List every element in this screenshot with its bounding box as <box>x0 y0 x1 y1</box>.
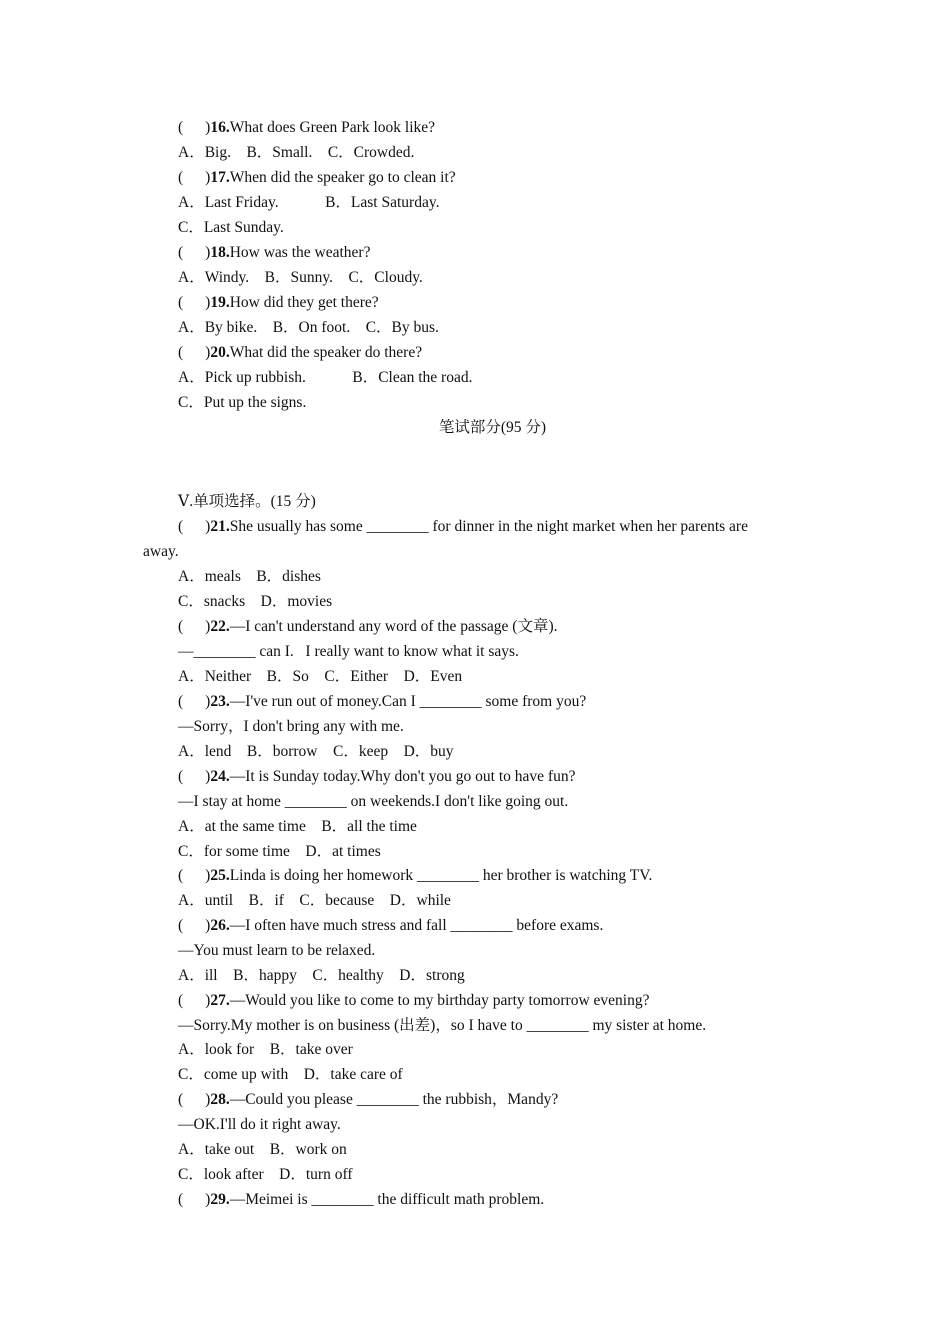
question-22-reply: —________ can I. I really want to know what it says. <box>178 643 519 660</box>
question-29: ( )29.—Meimei is ________ the difficult math problem. <box>178 1191 545 1208</box>
options-26: A．ill B．happy C．healthy D．strong <box>178 967 465 984</box>
written-part-heading: 笔试部分(95 分) <box>438 419 547 436</box>
section-5-heading: Ⅴ.单项选择。(15 分) <box>178 493 316 510</box>
question-26-reply: —You must learn to be relaxed. <box>178 942 376 959</box>
question-23-reply: —Sorry，I don't bring any with me. <box>178 718 404 735</box>
options-18: A．Windy. B．Sunny. C．Cloudy. <box>178 269 423 286</box>
options-21-ab: A．meals B．dishes <box>178 568 321 585</box>
options-23: A．lend B．borrow C．keep D．buy <box>178 743 454 760</box>
question-28: ( )28.—Could you please ________ the rubbish，Mandy? <box>178 1091 559 1108</box>
options-16: A．Big. B．Small. C．Crowded. <box>178 144 415 161</box>
options-25: A．until B．if C．because D．while <box>178 892 451 909</box>
options-21-cd: C．snacks D．movies <box>178 593 333 610</box>
options-27-ab: A．look for B．take over <box>178 1041 353 1058</box>
question-18: ( )18.How was the weather? <box>178 244 371 261</box>
options-20-ab: A．Pick up rubbish. B．Clean the road. <box>178 369 473 386</box>
question-21: ( )21.She usually has some ________ for dinner in the night market when her parents are <box>178 518 748 535</box>
options-17-c: C．Last Sunday. <box>178 219 284 236</box>
options-19: A．By bike. B．On foot. C．By bus. <box>178 319 439 336</box>
question-24: ( )24.—It is Sunday today.Why don't you go out to have fun? <box>178 768 576 785</box>
options-24-ab: A．at the same time B．all the time <box>178 818 417 835</box>
options-27-cd: C．come up with D．take care of <box>178 1066 403 1083</box>
question-22: ( )22.—I can't understand any word of the passage (文章). <box>178 618 558 635</box>
question-17: ( )17.When did the speaker go to clean it? <box>178 169 456 186</box>
options-20-c: C．Put up the signs. <box>178 394 307 411</box>
question-19: ( )19.How did they get there? <box>178 294 379 311</box>
question-26: ( )26.—I often have much stress and fall ________ before exams. <box>178 917 604 934</box>
question-20: ( )20.What did the speaker do there? <box>178 344 423 361</box>
question-16: ( )16.What does Green Park look like? <box>178 119 436 136</box>
question-27: ( )27.—Would you like to come to my birthday party tomorrow evening? <box>178 992 650 1009</box>
options-22: A．Neither B．So C．Either D．Even <box>178 668 463 685</box>
question-23: ( )23.—I've run out of money.Can I ________ some from you? <box>178 693 587 710</box>
question-21-continued: away. <box>143 543 179 560</box>
options-24-cd: C．for some time D．at times <box>178 843 381 860</box>
options-28-ab: A．take out B．work on <box>178 1141 347 1158</box>
question-24-reply: —I stay at home ________ on weekends.I don't like going out. <box>178 793 569 810</box>
question-25: ( )25.Linda is doing her homework ________ her brother is watching TV. <box>178 867 653 884</box>
question-28-reply: —OK.I'll do it right away. <box>178 1116 341 1133</box>
options-17-ab: A．Last Friday. B．Last Saturday. <box>178 194 440 211</box>
options-28-cd: C．look after D．turn off <box>178 1166 353 1183</box>
question-27-reply: —Sorry.My mother is on business (出差)，so I have to ________ my sister at home. <box>178 1017 707 1034</box>
